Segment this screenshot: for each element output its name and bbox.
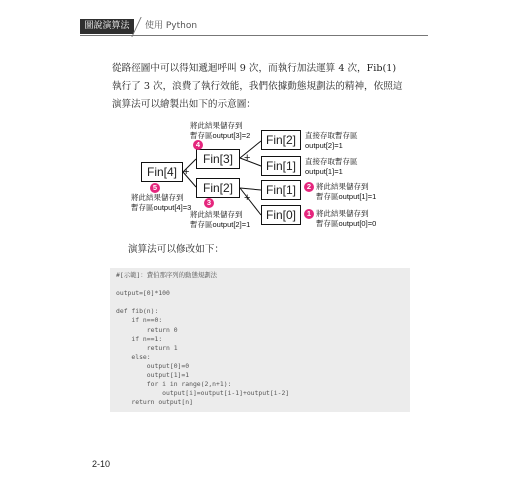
note-step2-line2: 暫存區output[1]=1 <box>316 191 377 201</box>
step-badge-1: 1 <box>304 209 314 219</box>
step-badge-5: 5 <box>150 183 160 193</box>
node-fin2-upper: Fin[2] <box>261 130 301 150</box>
note-step4 <box>190 121 250 140</box>
note-cached-output2-line1: 直接存取暫存區 <box>305 131 358 140</box>
code-line: output[1]=1 <box>116 371 190 380</box>
code-block <box>110 268 410 412</box>
node-fin4: Fin[4] <box>141 162 183 182</box>
note-cached-output2 <box>305 131 358 150</box>
node-fin2-lower: Fin[2] <box>196 178 240 198</box>
plus-sign-fin3: + <box>244 152 251 164</box>
page-number: 2-10 <box>92 459 111 469</box>
code-line: output[i]=output[i-1]+output[i-2] <box>116 389 290 398</box>
plus-sign-fin2: + <box>244 192 251 204</box>
step-badge-4: 4 <box>193 140 203 150</box>
code-line: return 1 <box>116 343 178 352</box>
code-line: if n==0: <box>116 316 163 325</box>
note-step1 <box>316 209 376 228</box>
node-fin1-upper: Fin[1] <box>261 156 301 176</box>
step-badge-3: 3 <box>204 198 214 208</box>
note-cached-output2-line2: output[2]=1 <box>305 140 343 150</box>
step-badge-2: 2 <box>304 182 314 192</box>
body-paragraph: 從路徑圖中可以得知遞迴呼叫 9 次，而執行加法運算 4 次，Fib(1) 執行了 3 次，浪費了執行效能，我們依據動態規劃法的精神，依照這演算法可以繪製出如下的示意圖： <box>112 63 403 110</box>
code-line <box>116 280 404 289</box>
code-line: return 0 <box>116 325 178 334</box>
code-line: output=[0]*100 <box>116 289 170 298</box>
code-line <box>116 298 404 307</box>
note-step1-line1: 將此結果儲存到 <box>316 209 369 218</box>
code-line: return output[n] <box>116 398 193 407</box>
note-step3 <box>190 210 250 229</box>
page-header <box>0 16 520 38</box>
code-line: output[0]=0 <box>116 361 190 370</box>
plus-sign-fin4: + <box>183 166 190 178</box>
note-step3-line1: 將此結果儲存到 <box>190 210 243 219</box>
note-step3-line2: 暫存區output[2]=1 <box>190 219 251 229</box>
note-cached-output1 <box>305 157 358 176</box>
note-step5-line1: 將此結果儲存到 <box>131 193 184 202</box>
note-step1-line2: 暫存區output[0]=0 <box>316 218 377 228</box>
chapter-tab: 圖說演算法 <box>80 19 134 34</box>
node-fin0: Fin[0] <box>261 205 301 225</box>
code-line: #[示範]：費伯那序列的動態規劃法 <box>116 271 218 279</box>
note-cached-output1-line1: 直接存取暫存區 <box>305 157 358 166</box>
header-subtitle: 使用 Python <box>145 21 198 31</box>
note-cached-output1-line2: output[1]=1 <box>305 166 343 176</box>
note-step4-line2: 暫存區output[3]=2 <box>190 130 251 140</box>
node-fin3: Fin[3] <box>196 149 240 169</box>
code-line: else: <box>116 352 151 361</box>
header-rule <box>80 35 428 36</box>
code-line: if n==1: <box>116 334 163 343</box>
note-step2 <box>316 182 376 201</box>
note-step4-line1: 將此結果儲存到 <box>190 121 243 130</box>
note-step5-line2: 暫存區output[4]=3 <box>131 202 192 212</box>
section-subheading: 演算法可以修改如下： <box>128 244 224 255</box>
node-fin1-lower: Fin[1] <box>261 180 301 200</box>
note-step5 <box>131 193 191 212</box>
code-line: def fib(n): <box>116 307 159 316</box>
code-line: for i in range(2,n+1): <box>116 380 232 389</box>
note-step2-line1: 將此結果儲存到 <box>316 182 369 191</box>
